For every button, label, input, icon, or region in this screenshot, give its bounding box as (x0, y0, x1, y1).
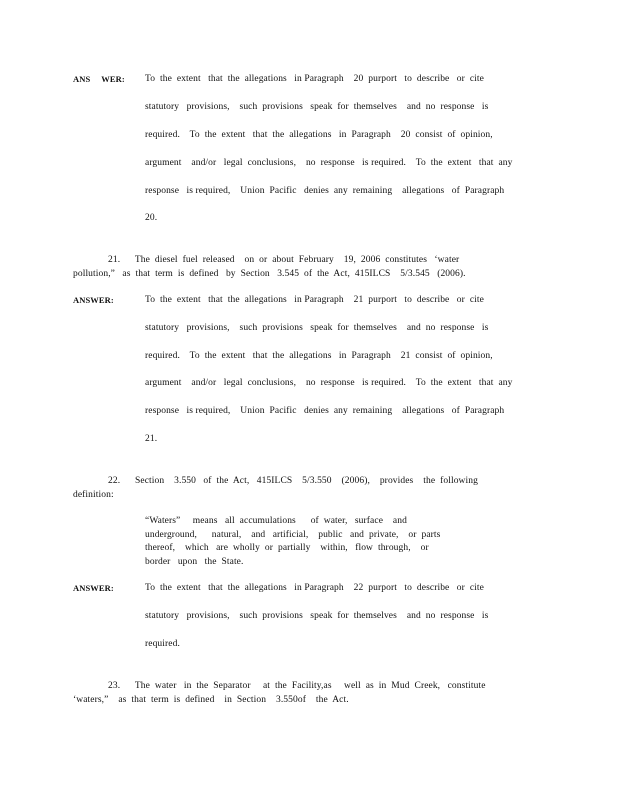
answer-line: argument and/or legal conclusions, no response is required. To the extent that any (145, 378, 513, 388)
quote-line: “Waters” means all accumulations of water, surface and (145, 516, 407, 526)
paragraph-line: pollution,” as that term is defined by Section 3.545 of the Act, 415ILCS 5/3.545 (2006). (73, 269, 466, 279)
answer-line: response is required, Union Pacific denies any remaining allegations of Paragraph (145, 406, 505, 416)
answer-line: required. To the extent that the allegations in Paragraph 21 consist of opinion, (145, 351, 493, 361)
answer-line: required. To the extent that the allegations in Paragraph 20 consist of opinion, (145, 130, 493, 140)
answer-label: ANSWER: (73, 583, 114, 593)
paragraph-line: 22. Section 3.550 of the Act, 415ILCS 5/3.550 (2006), provides the following (108, 476, 478, 486)
answer-line: 21. (145, 434, 158, 444)
answer-line: To the extent that the allegations in Paragraph 20 purport to describe or cite (145, 74, 484, 84)
answer-label: ANS WER: (73, 74, 125, 84)
answer-line: statutory provisions, such provisions speak for themselves and no response is (145, 102, 489, 112)
answer-line: To the extent that the allegations in Paragraph 22 purport to describe or cite (145, 583, 484, 593)
paragraph-line: definition: (73, 490, 114, 500)
answer-line: To the extent that the allegations in Paragraph 21 purport to describe or cite (145, 295, 484, 305)
answer-line: statutory provisions, such provisions speak for themselves and no response is (145, 323, 489, 333)
answer-line: 20. (145, 213, 158, 223)
quote-line: thereof, which are wholly or partially within, flow through, or (145, 543, 429, 553)
answer-line: statutory provisions, such provisions speak for themselves and no response is (145, 611, 489, 621)
answer-label: ANSWER: (73, 295, 114, 305)
answer-line: required. (145, 639, 180, 649)
paragraph-line: ‘waters,” as that term is defined in Section 3.550of the Act. (73, 695, 349, 705)
quote-line: border upon the State. (145, 557, 244, 567)
paragraph-line: 21. The diesel fuel released on or about February 19, 2006 constitutes ‘water (108, 255, 460, 265)
paragraph-line: 23. The water in the Separator at the Facility,as well as in Mud Creek, constitute (108, 681, 486, 691)
answer-line: response is required, Union Pacific denies any remaining allegations of Paragraph (145, 186, 505, 196)
quote-line: underground, natural, and artificial, public and private, or parts (145, 530, 441, 540)
answer-line: argument and/or legal conclusions, no response is required. To the extent that any (145, 158, 513, 168)
